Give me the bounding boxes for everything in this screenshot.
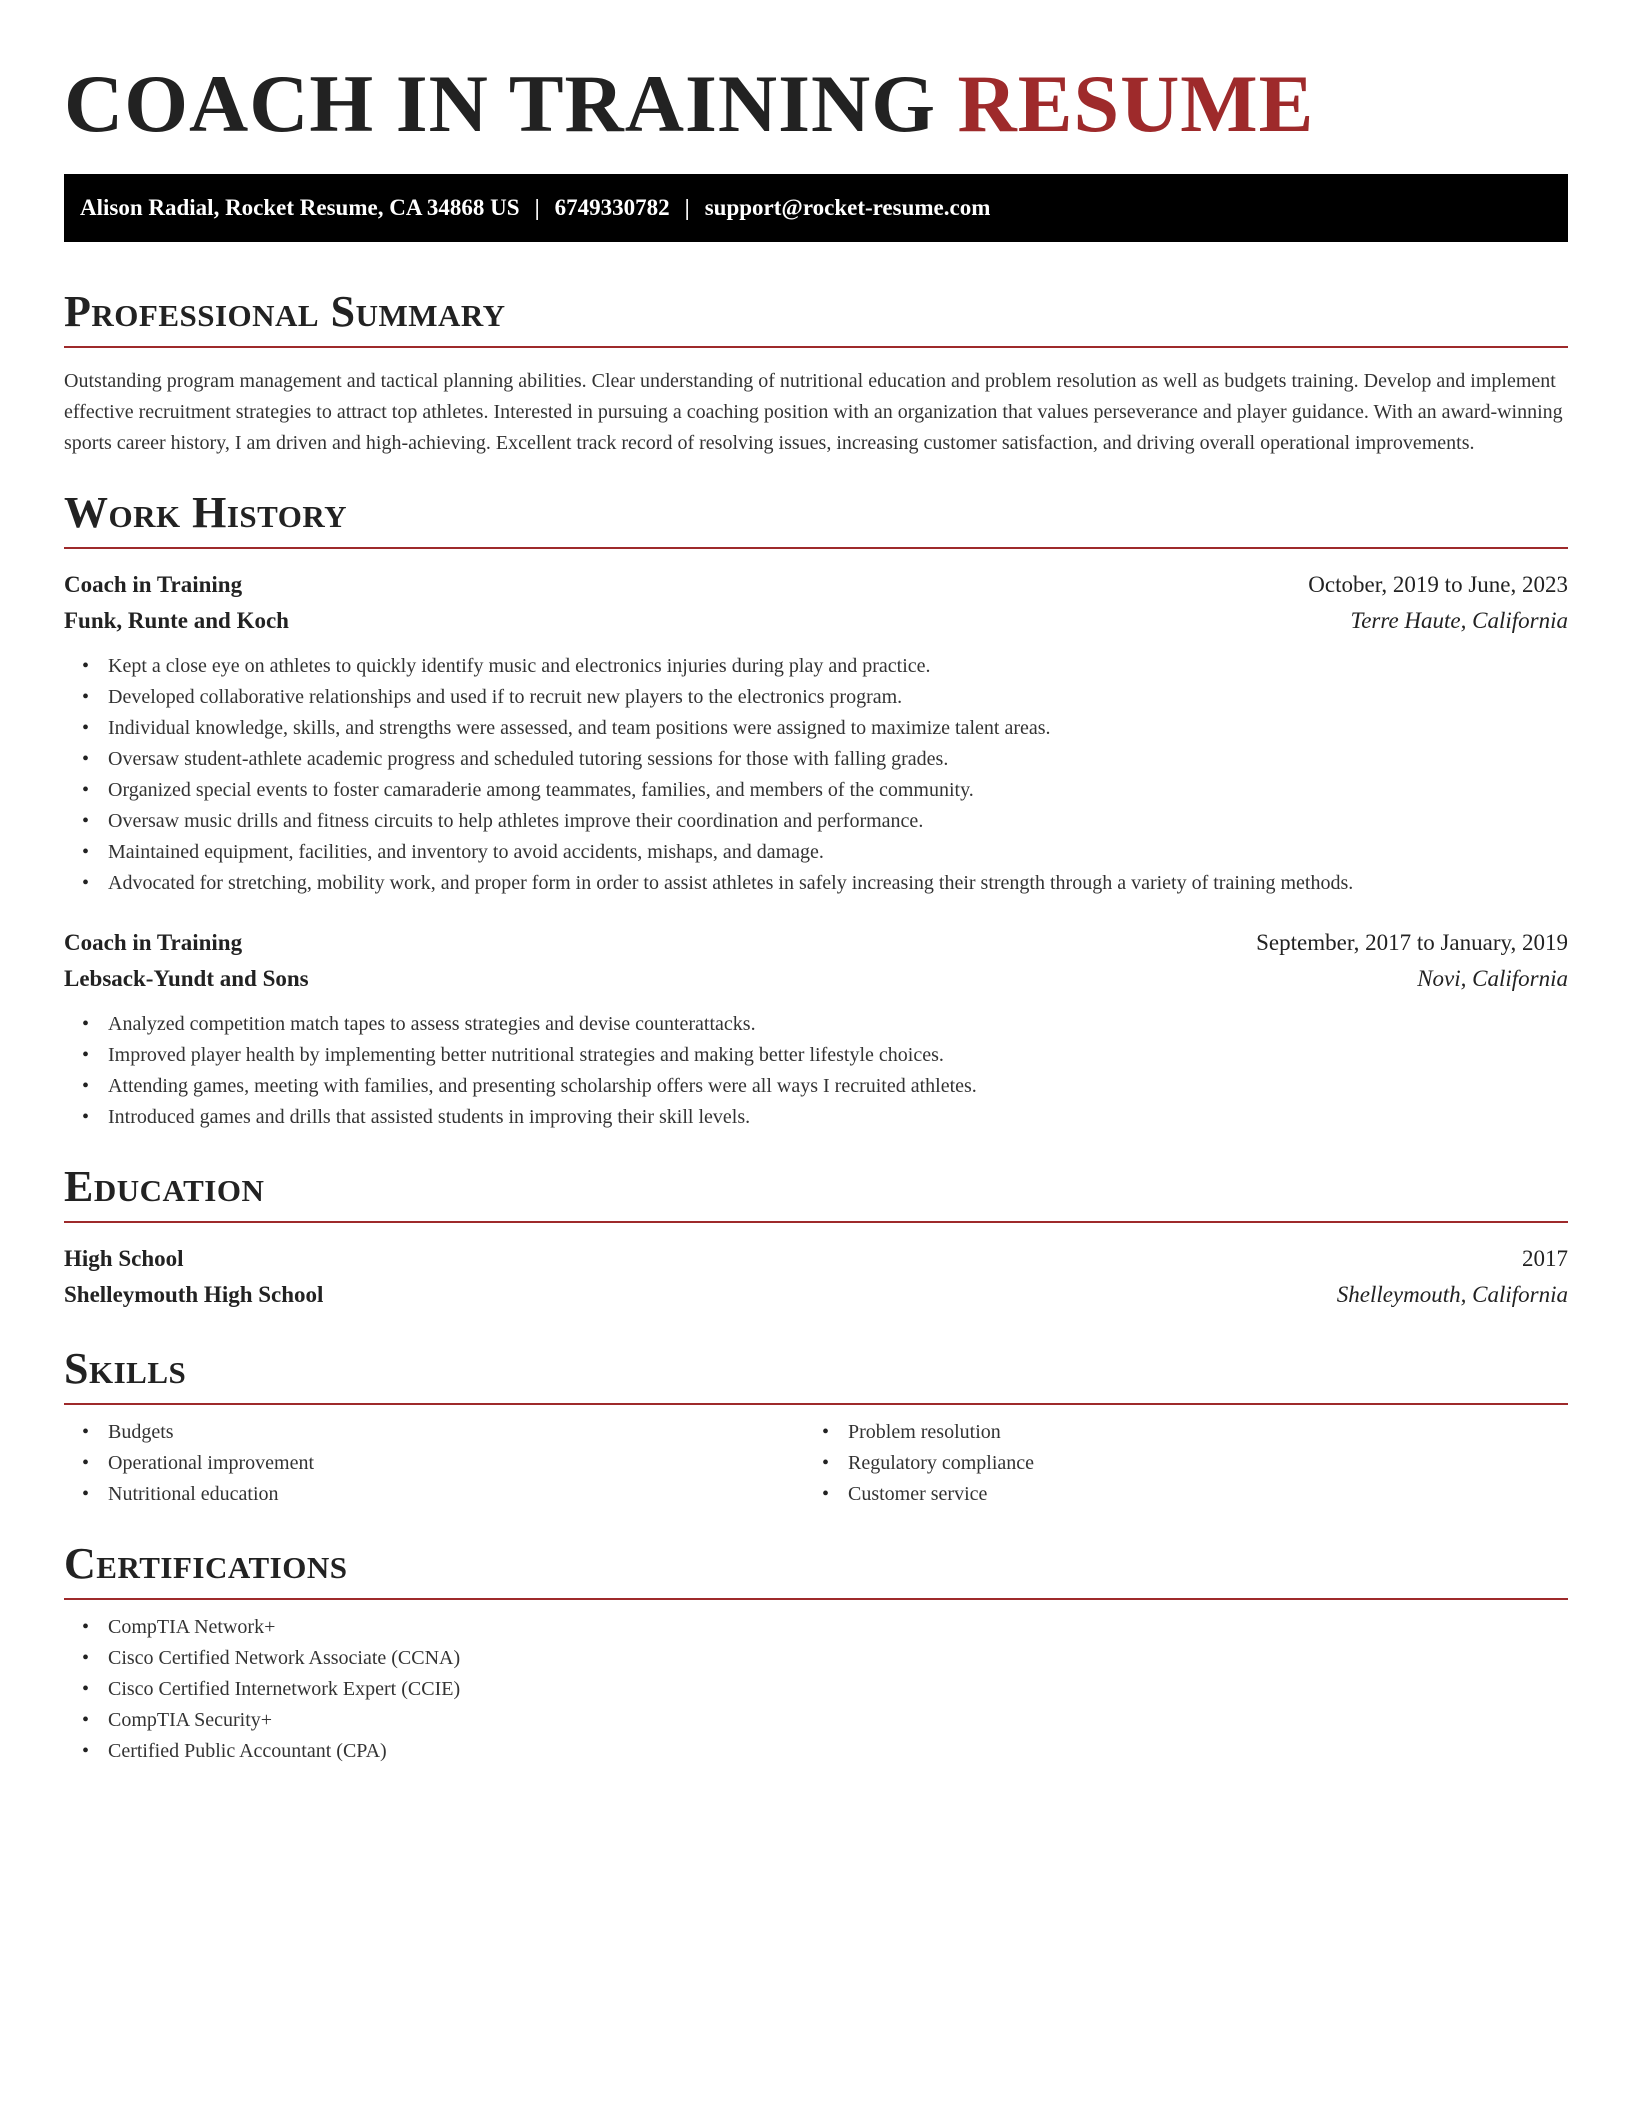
job-title: Coach in Training [64, 572, 243, 597]
skills-heading: Skills [64, 1344, 187, 1393]
list-item: • Certified Public Accountant (CPA) [64, 1736, 1568, 1767]
list-item: • Analyzed competition match tapes to assess strategies and devise counterattacks. [64, 1009, 1568, 1040]
job-company-row [64, 603, 1568, 639]
list-item: • Maintained equipment, facilities, and inventory to avoid accidents, mishaps, and damage. [64, 837, 1568, 868]
list-item: • Individual knowledge, skills, and strengths were assessed, and team positions were assigned to maximize talent areas. [64, 713, 1568, 744]
list-item: • Introduced games and drills that assisted students in improving their skill levels. [64, 1102, 1568, 1133]
list-item: • Budgets [64, 1417, 804, 1448]
certifications-heading: Certifications [64, 1539, 348, 1588]
contact-email: support@rocket-resume.com [704, 195, 991, 220]
list-item: • Oversaw music drills and fitness circuits to help athletes improve their coordination and performance. [64, 806, 1568, 837]
job-location: Novi, California [1417, 966, 1568, 991]
job-dates: September, 2017 to January, 2019 [1256, 930, 1568, 955]
job-header-row [64, 567, 1568, 603]
education-degree: High School [64, 1246, 184, 1271]
job-bullets [64, 1009, 1568, 1133]
job-dates: October, 2019 to June, 2023 [1308, 572, 1568, 597]
list-item: • CompTIA Network+ [64, 1612, 1568, 1643]
section-divider [64, 1598, 1568, 1600]
education-school: Shelleymouth High School [64, 1282, 324, 1307]
education-header-row [64, 1241, 1568, 1277]
certifications-list [64, 1612, 1568, 1767]
list-item: • Regulatory compliance [804, 1448, 1544, 1479]
skills-column-left [64, 1417, 804, 1510]
section-divider [64, 1221, 1568, 1223]
list-item: • Operational improvement [64, 1448, 804, 1479]
skills-section [64, 1341, 1568, 1510]
education-school-row [64, 1277, 1568, 1313]
section-divider [64, 547, 1568, 549]
summary-section [64, 284, 1568, 459]
job-company: Funk, Runte and Koch [64, 608, 289, 633]
list-item: • Cisco Certified Network Associate (CCNA) [64, 1643, 1568, 1674]
education-year: 2017 [1522, 1246, 1568, 1271]
list-item: • Cisco Certified Internetwork Expert (CCIE) [64, 1674, 1568, 1705]
list-item: • Customer service [804, 1479, 1544, 1510]
section-divider [64, 346, 1568, 348]
list-item: • Improved player health by implementing better nutritional strategies and making better lifestyle choices. [64, 1040, 1568, 1071]
resume-title [64, 58, 1568, 150]
work-history-heading: Work History [64, 488, 348, 537]
job-entry [64, 925, 1568, 1133]
list-item: • Oversaw student-athlete academic progress and scheduled tutoring sessions for those with falling grades. [64, 744, 1568, 775]
education-entry [64, 1241, 1568, 1313]
job-company-row [64, 961, 1568, 997]
list-item: • CompTIA Security+ [64, 1705, 1568, 1736]
list-item: • Attending games, meeting with families, and presenting scholarship offers were all ways I recruited athletes. [64, 1071, 1568, 1102]
education-location: Shelleymouth, California [1336, 1282, 1568, 1307]
summary-text: Outstanding program management and tactical planning abilities. Clear understanding of nutritional education and problem resolution as well as budgets training. Develop and implement effective recruitment strategies to attract top athletes. Interested in pursuing a coaching position with an organization that values perseverance and player guidance. With an award-winning sports career history, I am driven and high-achieving. Excellent track record of resolving issues, increasing customer satisfaction, and driving overall operational improvements. [64, 370, 1563, 454]
education-section [64, 1159, 1568, 1313]
certifications-section [64, 1536, 1568, 1767]
section-divider [64, 1403, 1568, 1405]
contact-bar [64, 174, 1568, 242]
skills-grid [64, 1417, 1568, 1510]
job-title: Coach in Training [64, 930, 243, 955]
list-item: • Advocated for stretching, mobility work, and proper form in order to assist athletes in safely increasing their strength through a variety of training methods. [64, 868, 1568, 899]
contact-separator: | [534, 195, 540, 220]
title-main: COACH IN TRAINING [64, 58, 937, 149]
title-accent: RESUME [957, 58, 1315, 149]
contact-phone: 6749330782 [554, 195, 670, 220]
list-item: • Organized special events to foster camaraderie among teammates, families, and members of the community. [64, 775, 1568, 806]
job-header-row [64, 925, 1568, 961]
list-item: • Developed collaborative relationships and used if to recruit new players to the electronics program. [64, 682, 1568, 713]
list-item: • Kept a close eye on athletes to quickly identify music and electronics injuries during play and practice. [64, 651, 1568, 682]
resume-page [64, 0, 1568, 1767]
work-history-section [64, 485, 1568, 1133]
summary-heading: Professional Summary [64, 287, 506, 336]
education-heading: Education [64, 1162, 265, 1211]
job-entry [64, 567, 1568, 899]
list-item: • Nutritional education [64, 1479, 804, 1510]
job-bullets [64, 651, 1568, 899]
list-item: • Problem resolution [804, 1417, 1544, 1448]
skills-column-right [804, 1417, 1544, 1510]
contact-address: Alison Radial, Rocket Resume, CA 34868 US [80, 195, 520, 220]
job-company: Lebsack-Yundt and Sons [64, 966, 309, 991]
job-location: Terre Haute, California [1350, 608, 1568, 633]
contact-separator: | [684, 195, 690, 220]
